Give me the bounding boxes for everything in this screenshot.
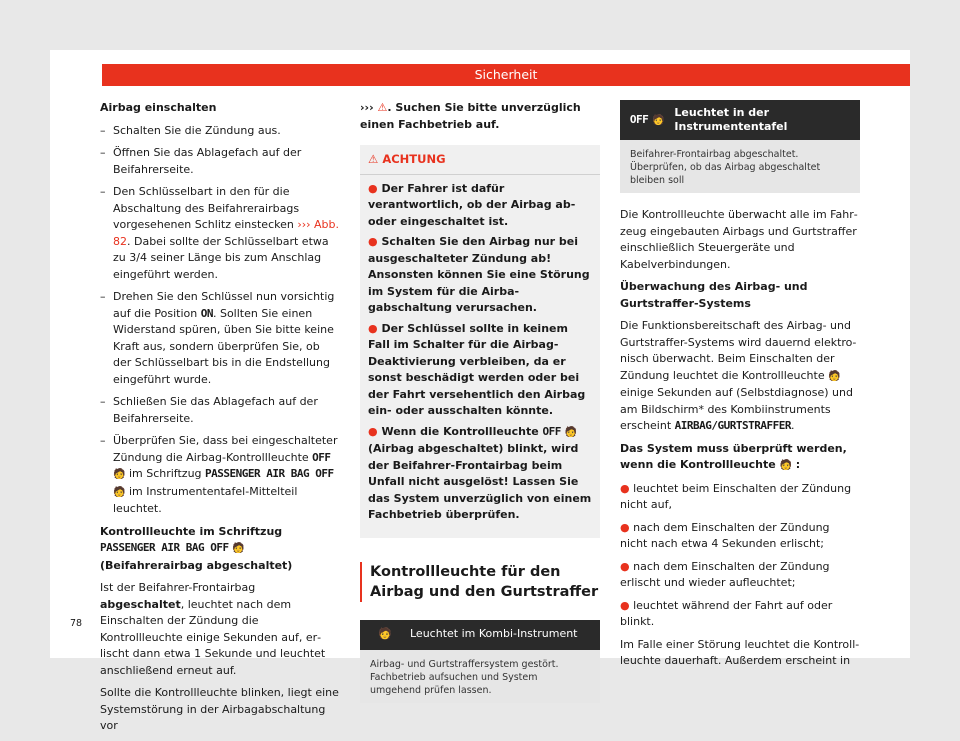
- manual-page: [50, 50, 910, 732]
- column-3: [620, 100, 860, 676]
- indicator-description: Airbag- und Gurtstraffersystem gestört. Fachbetrieb aufsuchen und System umgehend prüfen lassen.: [360, 650, 600, 703]
- paragraph-monitoring: Die Kontrollleuchte überwacht alle im Fahrzeug eingebauten Airbags und Gurtstraffer einschließlich Steuergeräte und Kabelverbindungen.: [620, 208, 858, 271]
- step-6: – Überprüfen Sie, dass bei eingeschalteter Zündung die Airbag-Kontrollleuchte OFF 🧑 im Schriftzug PASSENGER AIR BAG OFF 🧑 im Instrumententafel-Mittelteil leuchtet.: [100, 433, 340, 518]
- airbag-person-icon: 🧑: [652, 114, 665, 126]
- step-2: – Öffnen Sie das Ablagefach auf der Beifahrerseite.: [100, 145, 340, 178]
- paragraph-deactivated: Ist der Beifahrer-Frontairbag abgeschaltet, leuchtet nach dem Einschalten der Zündung die Kontrollleuchte einige Sekunden auf, erlischt dann etwa 1 Sekunde und leuchtet anschließend erneut auf.: [100, 581, 326, 677]
- warning-triangle-icon: ⚠: [368, 152, 379, 166]
- check-item: ● leuchtet während der Fahrt auf oder blinkt.: [620, 598, 833, 628]
- indicator-description: Beifahrer-Frontairbag abgeschaltet. Überprüfen, ob das Airbag abgeschaltet bleiben soll: [620, 140, 860, 193]
- page-number: 78: [70, 618, 83, 629]
- check-item: ● nach dem Einschalten der Zündung erlischt und wieder aufleuchtet;: [620, 559, 830, 589]
- indicator-bar-dashboard: OFF 🧑 Leuchtet in der Instrumententafel: [620, 100, 860, 140]
- subheading-passenger-airbag-off: Kontrollleuchte im Schriftzug PASSENGER AIR BAG OFF 🧑 (Beifahrerairbag abgeschaltet): [100, 524, 293, 572]
- paragraph-fault: Im Falle einer Störung leuchtet die Kontrollleuchte dauerhaft. Außerdem erscheint in: [620, 637, 860, 667]
- indicator-bar-kombi: 🧑 Leuchtet im Kombi-Instrument: [360, 620, 600, 650]
- airbag-person-icon: 🧑: [564, 426, 578, 438]
- check-item: ● leuchtet beim Einschalten der Zündung nicht auf,: [620, 481, 852, 511]
- warning-item: ● Der Schlüssel sollte in keinem Fall im Schalter für die Airbag-Deaktivierung verbleiben, da er sonst beschädigt werden oder bei der Fahrt versehentlich den Airbag ein- oder ausschalten könnte.: [368, 321, 586, 417]
- airbag-person-icon: 🧑: [113, 486, 126, 498]
- on-symbol: ON: [200, 306, 213, 320]
- check-item: ● nach dem Einschalten der Zündung nicht nach etwa 4 Sekunden erlischt;: [620, 520, 830, 550]
- heading-airbag-einschalten: Airbag einschalten: [100, 101, 217, 114]
- step-3: – Den Schlüsselbart in den für die Abschaltung des Beifahrerairbags vorgesehenen Schlitz einstecken ››› Abb. 82. Dabei sollte der Schlüsselbart etwa zu 3/4 seiner Länge bis zum Anschlag eingeführt werden.: [100, 184, 340, 283]
- step-4: – Drehen Sie den Schlüssel nun vorsichtig auf die Position ON. Sollten Sie einen Widerstand spüren, üben Sie bitte keine Kraft aus, sondern überprüfen Sie, ob der Schlüsselbart bis in die Endstellung eingeführt wurde.: [100, 289, 340, 388]
- airbag-person-icon: 🧑: [779, 460, 792, 471]
- warning-item: ● Wenn die Kontrollleuchte OFF 🧑 (Airbag abgeschaltet) blinkt, wird der Beifahrer-Frontairbag beim Unfall nicht ausgelöst! Lassen Sie das System unverzüglich von einem Fachbetrieb überprüfen.: [368, 424, 592, 521]
- warning-item: ● Der Fahrer ist dafür verantwortlich, ob der Airbag ab- oder eingeschaltet ist.: [368, 181, 576, 228]
- column-2: [360, 100, 600, 703]
- continuation-text: ››› ⚠. Suchen Sie bitte unverzüglich einen Fachbetrieb auf.: [360, 101, 581, 131]
- airbag-person-icon: 🧑: [378, 627, 392, 641]
- section-header: Sicherheit: [102, 64, 910, 86]
- step-1: – Schalten Sie die Zündung aus.: [100, 123, 340, 140]
- warning-item: ● Schalten Sie den Airbag nur bei ausgeschalteter Zündung ab! Ansonsten können Sie eine Störung im System für die Airbagabschaltung verursachen.: [368, 235, 590, 314]
- section-title: Kontrollleuchte für den Airbag und den Gurtstraffer: [360, 562, 600, 602]
- heading-monitoring: Überwachung des Airbag- und Gurtstraffer-Systems: [620, 280, 808, 310]
- paragraph-selfdiagnosis: Die Funktionsbereitschaft des Airbag- und Gurtstraffer-Systems wird dauernd elektronisch überwacht. Beim Einschalten der Zündung leuchtet die Kontrollleuchte 🧑 einige Sekunden auf (Selbstdiagnose) und am Bildschirm* des Kombiinstruments erscheint AIRBAG/GURTSTRAFFER.: [620, 319, 857, 432]
- airbag-person-icon: 🧑: [828, 370, 841, 382]
- column-1: [100, 100, 340, 741]
- off-symbol: OFF: [312, 450, 331, 464]
- warning-title: ⚠ ACHTUNG: [360, 145, 600, 175]
- warning-box: [360, 145, 600, 538]
- paragraph-blinking: Sollte die Kontrollleuchte blinken, liegt eine Systemstörung in der Airbagabschaltung vor: [100, 686, 339, 732]
- passenger-airbag-off-symbol: PASSENGER AIR BAG OFF: [205, 467, 334, 480]
- warning-triangle-icon: ⚠: [377, 101, 388, 114]
- off-airbag-symbol: OFF 🧑: [629, 112, 665, 126]
- airbag-person-icon: 🧑: [232, 543, 245, 554]
- heading-check-required: Das System muss überprüft werden, wenn die Kontrollleuchte 🧑 :: [620, 441, 847, 471]
- step-5: – Schließen Sie das Ablagefach auf der Beifahrerseite.: [100, 394, 340, 427]
- airbag-person-icon: 🧑: [113, 469, 126, 480]
- figure-link[interactable]: ››› Abb. 82: [113, 218, 340, 248]
